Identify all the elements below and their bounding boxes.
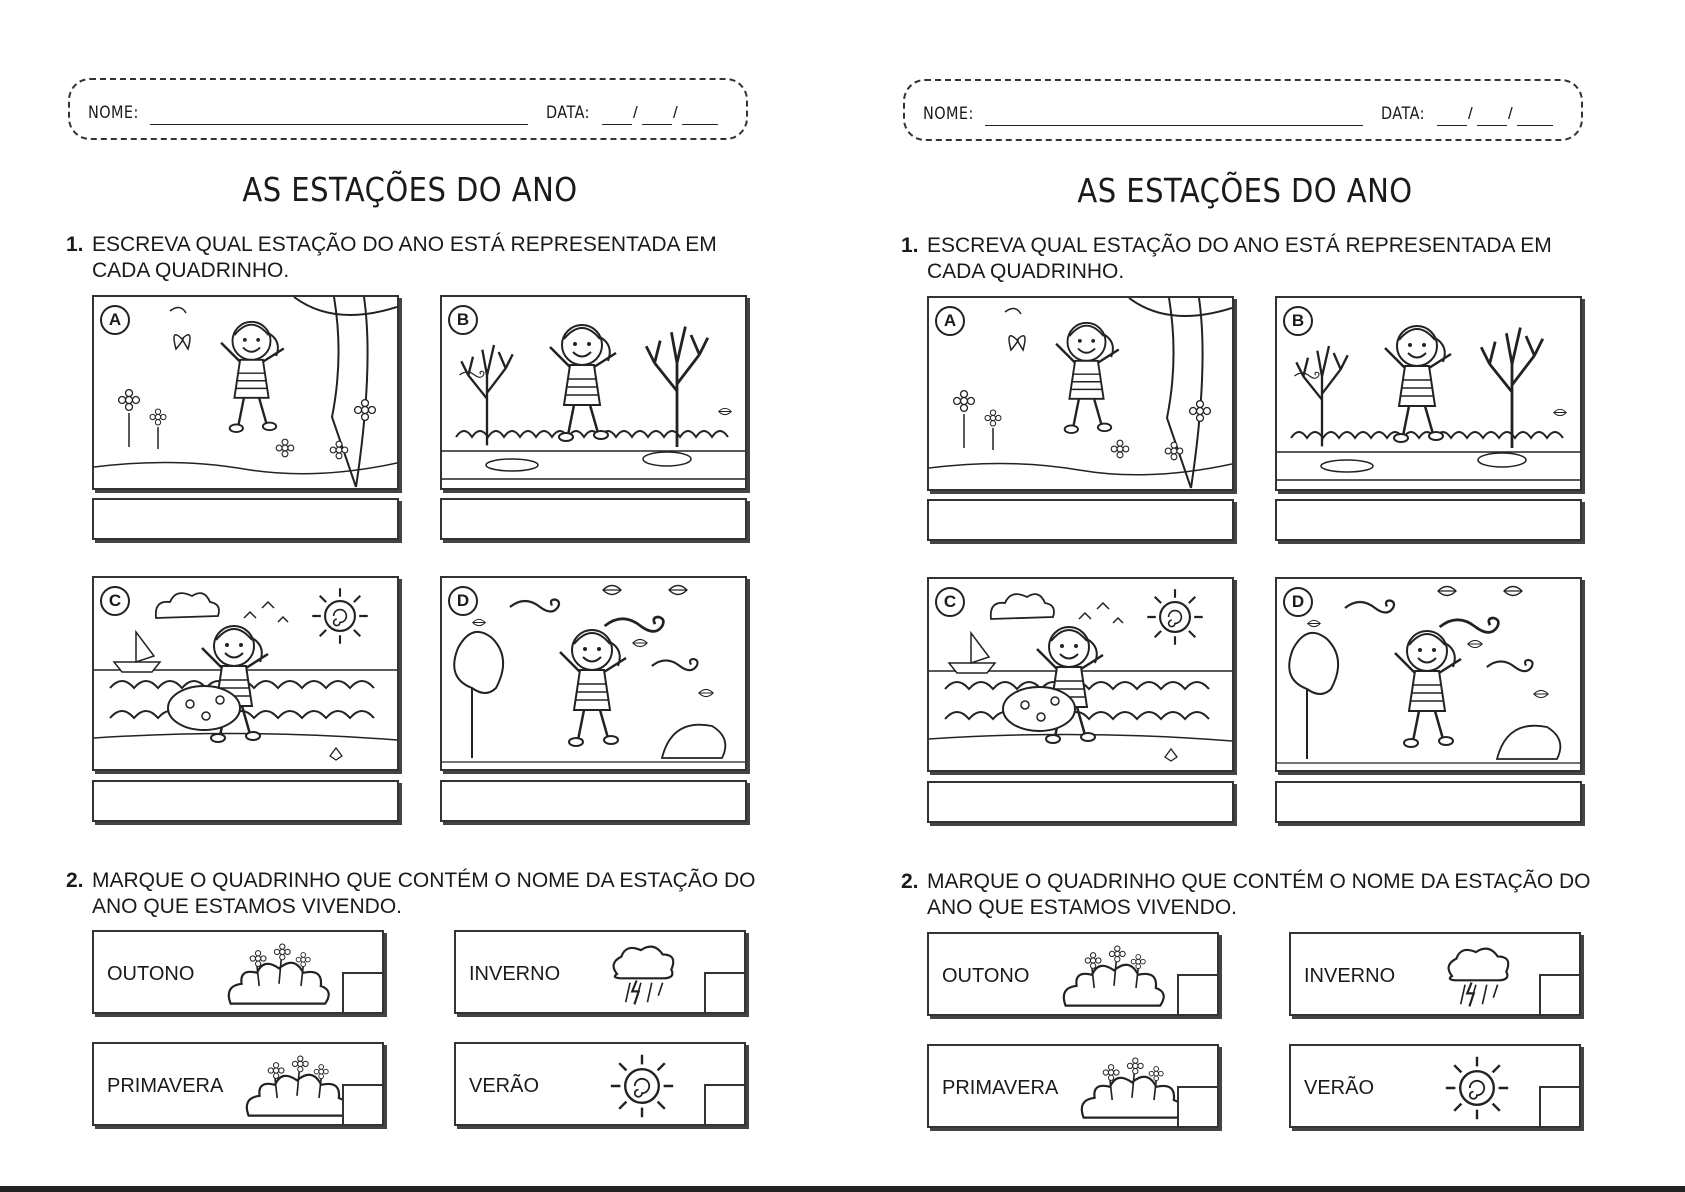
option-inverno (454, 930, 746, 1014)
date-separator: / (633, 103, 638, 122)
panel-letter: B (448, 305, 478, 335)
girl-butterfly-flowers-illustration (929, 298, 1232, 489)
girl-beach-sun-boat-illustration (94, 578, 397, 769)
option-outono (927, 932, 1219, 1016)
flower-bush-icon (1059, 940, 1169, 1010)
option-label: OUTONO (107, 963, 195, 985)
worksheet-left (0, 0, 800, 1180)
date-year-line[interactable] (1517, 125, 1553, 126)
boy-wind-leaves-illustration (442, 578, 745, 769)
panel-d (440, 576, 747, 771)
boy-wind-leaves-illustration (1277, 579, 1580, 770)
girl-bare-trees-puddles-illustration (1277, 298, 1580, 489)
question-2 (901, 869, 1601, 921)
option-verao (1289, 1044, 1581, 1128)
question-text: MARQUE O QUADRINHO QUE CONTÉM O NOME DA ESTAÇÃO DO ANO QUE ESTAMOS VIVENDO. (92, 869, 756, 918)
header-box (903, 79, 1583, 141)
option-label: OUTONO (942, 965, 1030, 987)
bottom-rule (0, 1186, 1685, 1192)
girl-beach-sun-boat-illustration (929, 579, 1232, 770)
worksheet-right (835, 0, 1635, 1180)
question-text: ESCREVA QUAL ESTAÇÃO DO ANO ESTÁ REPRESENTADA EM CADA QUADRINHO. (92, 233, 717, 282)
panel-c (927, 577, 1234, 772)
checkbox-inverno[interactable] (704, 972, 746, 1014)
date-separator: / (1468, 104, 1473, 123)
panel-letter: C (100, 586, 130, 616)
name-label: NOME: (923, 104, 974, 124)
checkbox-verao[interactable] (1539, 1086, 1581, 1128)
option-label: VERÃO (469, 1075, 540, 1097)
option-label: PRIMAVERA (107, 1075, 224, 1097)
sun-icon (606, 1050, 678, 1122)
date-day-line[interactable] (602, 124, 632, 125)
checkbox-verao[interactable] (704, 1084, 746, 1126)
name-label: NOME: (88, 103, 139, 123)
question-number: 2. (66, 869, 84, 892)
checkbox-outono[interactable] (342, 972, 384, 1014)
panel-a (927, 296, 1234, 491)
option-outono (92, 930, 384, 1014)
answer-box-d[interactable] (440, 780, 747, 822)
panel-letter: A (100, 305, 130, 335)
panel-letter: B (1283, 306, 1313, 336)
answer-box-b[interactable] (1275, 499, 1582, 541)
answer-box-a[interactable] (927, 499, 1234, 541)
panel-b (1275, 296, 1582, 491)
option-label: INVERNO (469, 963, 561, 985)
question-number: 1. (66, 233, 84, 256)
storm-cloud-icon (604, 938, 680, 1010)
name-line[interactable] (985, 125, 1363, 126)
panel-a (92, 295, 399, 490)
date-month-line[interactable] (1477, 125, 1507, 126)
panel-c (92, 576, 399, 771)
option-label: PRIMAVERA (942, 1077, 1059, 1099)
panel-d (1275, 577, 1582, 772)
sun-icon (1441, 1052, 1513, 1124)
answer-box-d[interactable] (1275, 781, 1582, 823)
option-inverno (1289, 932, 1581, 1016)
panel-b (440, 295, 747, 490)
page-title: AS ESTAÇÕES DO ANO (242, 170, 578, 209)
flower-bush-icon (224, 938, 334, 1008)
page-title: AS ESTAÇÕES DO ANO (1077, 171, 1413, 210)
storm-cloud-icon (1439, 940, 1515, 1012)
girl-bare-trees-puddles-illustration (442, 297, 745, 488)
name-line[interactable] (150, 124, 528, 125)
answer-box-b[interactable] (440, 498, 747, 540)
girl-butterfly-flowers-illustration (94, 297, 397, 488)
question-2 (66, 868, 766, 920)
date-month-line[interactable] (642, 124, 672, 125)
date-year-line[interactable] (682, 124, 718, 125)
option-label: INVERNO (1304, 965, 1396, 987)
checkbox-primavera[interactable] (1177, 1086, 1219, 1128)
date-label: DATA: (1381, 104, 1425, 124)
panel-letter: C (935, 587, 965, 617)
checkbox-inverno[interactable] (1539, 974, 1581, 1016)
panel-letter: A (935, 306, 965, 336)
option-verao (454, 1042, 746, 1126)
header-box (68, 78, 748, 140)
question-1 (66, 232, 766, 284)
panel-letter: D (448, 586, 478, 616)
option-primavera (92, 1042, 384, 1126)
date-label: DATA: (546, 103, 590, 123)
question-1 (901, 233, 1601, 285)
question-text: MARQUE O QUADRINHO QUE CONTÉM O NOME DA ESTAÇÃO DO ANO QUE ESTAMOS VIVENDO. (927, 870, 1591, 919)
answer-box-a[interactable] (92, 498, 399, 540)
answer-box-c[interactable] (927, 781, 1234, 823)
question-number: 1. (901, 234, 919, 257)
checkbox-outono[interactable] (1177, 974, 1219, 1016)
flower-bush-icon (1077, 1052, 1187, 1122)
option-label: VERÃO (1304, 1077, 1375, 1099)
question-number: 2. (901, 870, 919, 893)
question-text: ESCREVA QUAL ESTAÇÃO DO ANO ESTÁ REPRESENTADA EM CADA QUADRINHO. (927, 234, 1552, 283)
checkbox-primavera[interactable] (342, 1084, 384, 1126)
option-primavera (927, 1044, 1219, 1128)
answer-box-c[interactable] (92, 780, 399, 822)
flower-bush-icon (242, 1050, 352, 1120)
date-day-line[interactable] (1437, 125, 1467, 126)
date-separator: / (1508, 104, 1513, 123)
date-separator: / (673, 103, 678, 122)
panel-letter: D (1283, 587, 1313, 617)
